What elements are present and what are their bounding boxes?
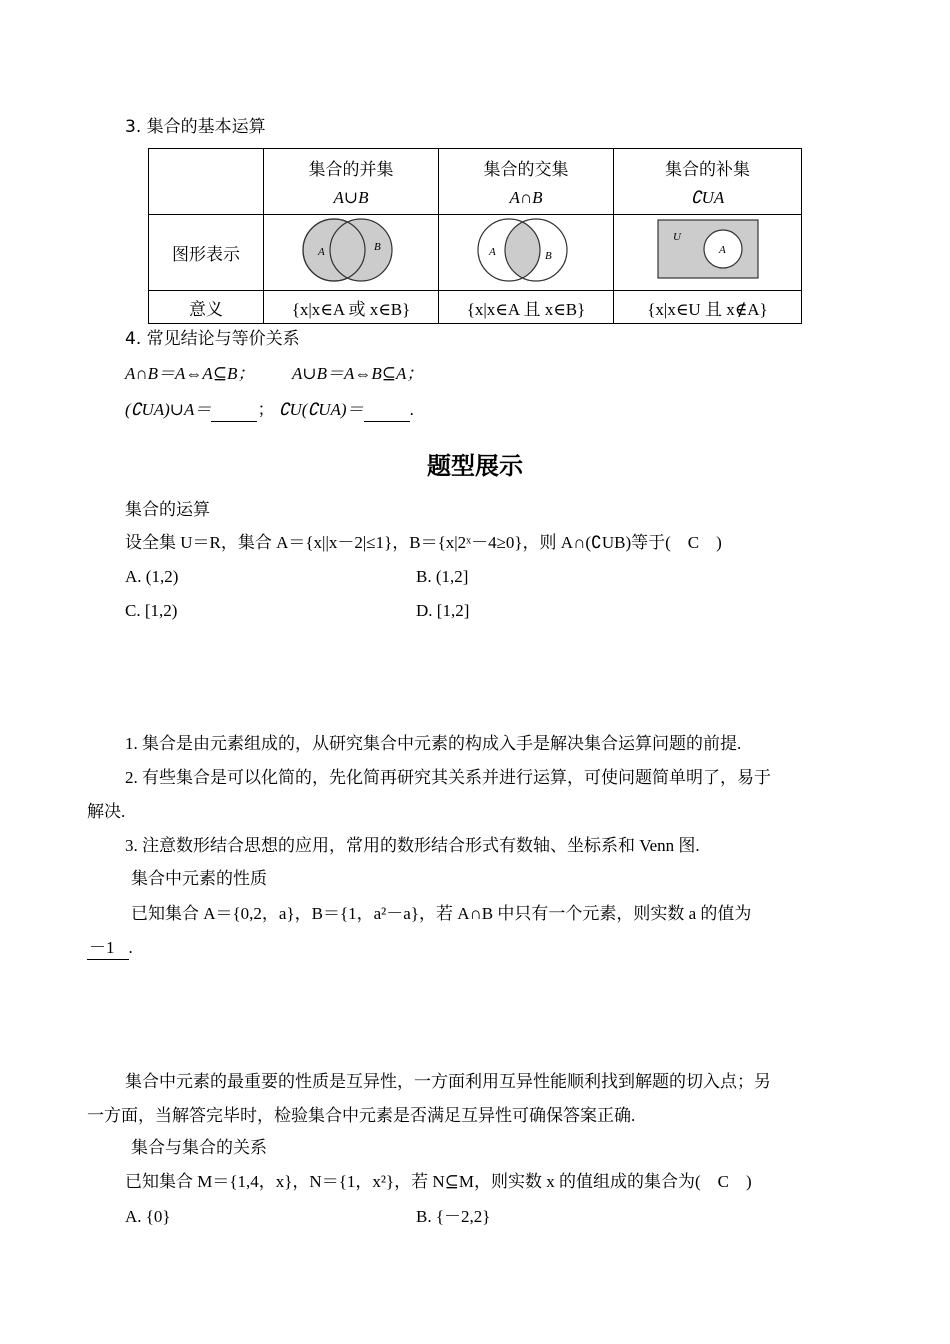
complement-venn-diagram [653, 215, 763, 285]
q1-topic: 集合的运算 [125, 500, 210, 520]
answer-blank-2 [364, 399, 410, 422]
q2-stem: 已知集合 A＝{0,2，a}，B＝{1，a²－a}，若 A∩B 中只有一个元素，则实数 a 的值为 [131, 904, 752, 923]
note-line-2: 一方面，当解答完毕时，检验集合中元素是否满足互异性可确保答案正确. [87, 1106, 636, 1125]
q1-option-b: B. (1,2] [416, 567, 469, 586]
q1-option-a: A. (1,2) [125, 567, 179, 586]
union-venn-cell [264, 215, 439, 291]
union-header: 集合的并集 A∪B [264, 149, 439, 215]
venn-label-b: B [545, 250, 552, 262]
graph-row-label: 图形表示 [149, 215, 264, 291]
equivalence-2: A∪B＝A⇔B⊆A； [292, 364, 424, 383]
tip-1: 1. 集合是由元素组成的，从研究集合中元素的构成入手是解决集合运算问题的前提. [125, 734, 742, 753]
q3-option-b: B. {－2,2} [416, 1207, 491, 1226]
complement-meaning: {x|x∈U 且 x∉A} [614, 291, 802, 324]
tip-2-cont: 解决. [87, 802, 126, 821]
section4-title: 4. 常见结论与等价关系 [125, 329, 300, 349]
section-heading: 题型展示 [427, 452, 523, 480]
q1-option-d: D. [1,2] [416, 601, 470, 620]
answer-blank-1 [211, 399, 257, 422]
tip-2: 2. 有些集合是可以化简的，先化简再研究其关系并进行运算，可使问题简单明了，易于 [125, 768, 771, 787]
q1-stem: 设全集 U＝R，集合 A＝{x||x－2|≤1}，B＝{x|2ˣ－4≥0}，则 A∩(∁UB)等于( C ) [125, 533, 722, 552]
union-venn-diagram [296, 215, 406, 285]
intersection-venn-cell [439, 215, 614, 291]
venn-label-u: U [672, 231, 681, 243]
q2-answer: －1 [87, 937, 129, 960]
venn-label-a: A [489, 246, 496, 258]
complement-identities: (∁UA)∪A＝ ； ∁U(∁UA)＝ . [125, 399, 414, 422]
set-operations-table [148, 148, 802, 324]
venn-label-b: B [374, 241, 381, 253]
complement-header: 集合的补集 ∁UA [614, 149, 802, 215]
intersection-meaning: {x|x∈A 且 x∈B} [439, 291, 614, 324]
venn-label-a: A [318, 246, 325, 258]
complement-venn-cell [614, 215, 802, 291]
intersection-header: 集合的交集 A∩B [439, 149, 614, 215]
venn-label-a: A [718, 244, 726, 256]
note-line-1: 集合中元素的最重要的性质是互异性，一方面利用互异性能顺利找到解题的切入点；另 [125, 1072, 771, 1091]
q3-option-a: A. {0} [125, 1207, 171, 1226]
equivalence-1: A∩B＝A⇔A⊆B； [125, 364, 255, 383]
section3-title: 3. 集合的基本运算 [125, 117, 266, 137]
q2-answer-line: －1 . [87, 937, 133, 960]
q2-topic: 集合中元素的性质 [131, 869, 267, 889]
table-corner-cell [149, 149, 264, 215]
intersection-venn-diagram [471, 215, 581, 285]
q1-option-c: C. [1,2) [125, 601, 178, 620]
union-meaning: {x|x∈A 或 x∈B} [264, 291, 439, 324]
q3-topic: 集合与集合的关系 [131, 1138, 267, 1158]
q3-stem: 已知集合 M＝{1,4，x}，N＝{1，x²}，若 N⊆M，则实数 x 的值组成的集合为( C ) [125, 1172, 752, 1191]
meaning-row-label: 意义 [149, 291, 264, 324]
venn-circle-b [330, 219, 392, 281]
tip-3: 3. 注意数形结合思想的应用，常用的数形结合形式有数轴、坐标系和 Venn 图. [125, 836, 700, 855]
